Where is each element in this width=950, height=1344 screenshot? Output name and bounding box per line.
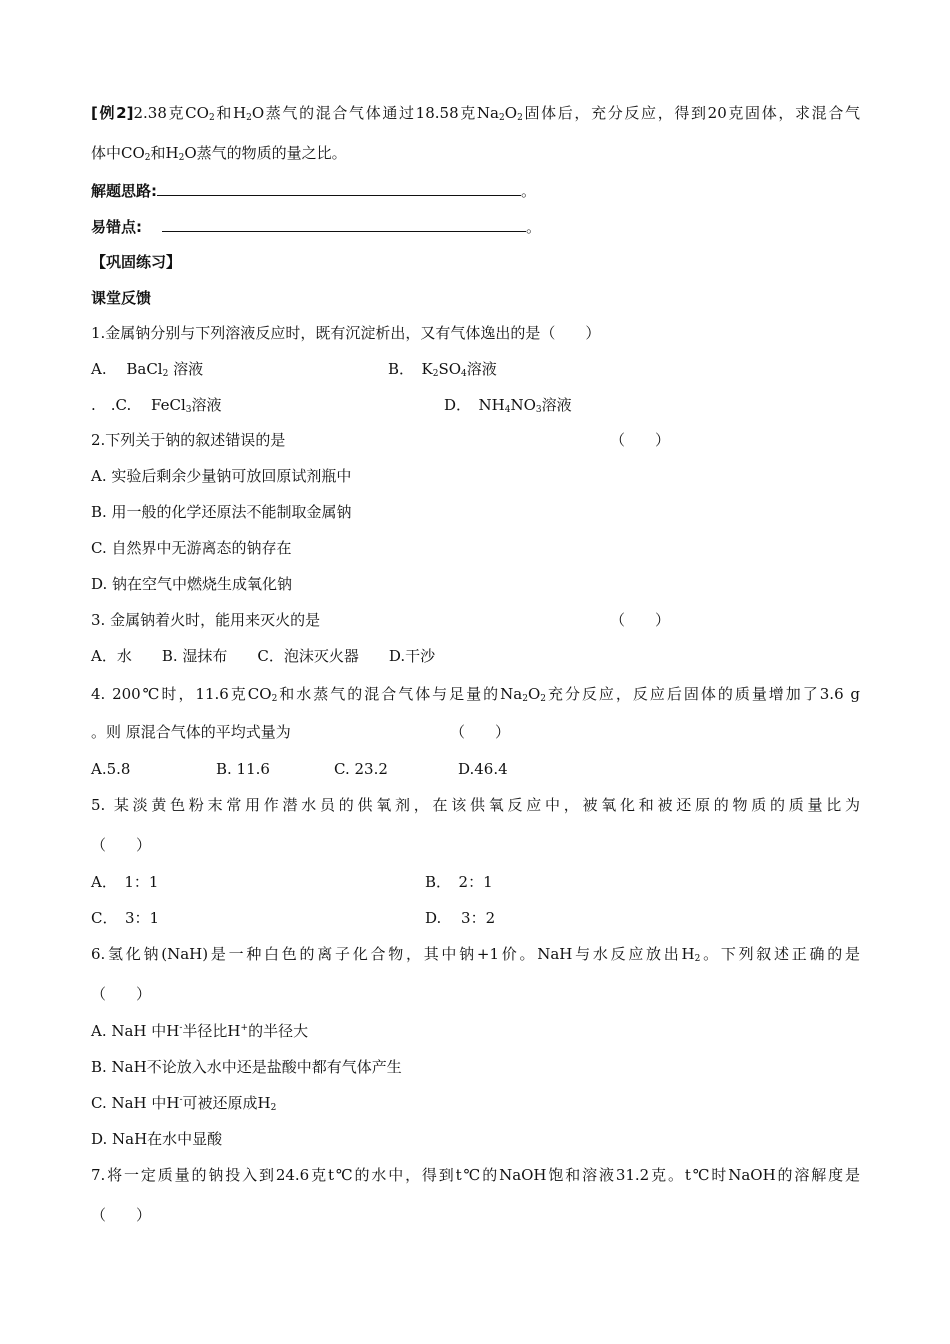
approach-blank[interactable] (157, 183, 521, 196)
q1-option-a: A. BaCl$_2$ 溶液 (91, 360, 204, 379)
approach-label: 解题思路: (91, 182, 157, 200)
approach-row: 解题思路: 。 (91, 182, 537, 200)
q2-option-d: D. 钠在空气中燃烧生成氧化钠 (91, 575, 293, 593)
q5-option-d: D. 3：2 (425, 909, 496, 927)
q2-option-c: C. 自然界中无游离态的钠存在 (91, 539, 292, 557)
q1-option-b: B． $K_2SO_4$溶液 (388, 360, 497, 379)
q6-option-c: C. NaH 中H-可被还原成$H_2$ (91, 1094, 277, 1113)
q6-option-b: B. NaH不论放入水中还是盐酸中都有气体产生 (91, 1058, 402, 1076)
q3-stem: 3. 金属钠着火时，能用来灭火的是 (91, 611, 321, 629)
section-title: 【巩固练习】 (91, 253, 182, 271)
q5-option-c: C． 3：1 (91, 909, 160, 927)
q4-option-d: D.46.4 (458, 760, 508, 778)
q6-option-a: A. NaH 中H-半径比H+的半径大 (91, 1022, 309, 1040)
q2-option-a: A. 实验后剩余少量钠可放回原试剂瓶中 (91, 467, 352, 485)
example2-line1: [例2]2.38克$CO_2$和$H_2O$蒸气的混合气体通过18.58克$Na_2O_2$固体后，充分反应，得到20克固体，求混合气 (91, 104, 860, 123)
q2-answer-paren[interactable]: （ ） (610, 431, 671, 449)
q4-option-b: B. 11.6 (216, 760, 270, 778)
q2-option-b: B. 用一般的化学还原法不能制取金属钠 (91, 503, 352, 521)
example2-line2: 体中$CO_2$和$H_2O$蒸气的物质的量之比。 (91, 144, 347, 163)
q7-stem: 7.将一定质量的钠投入到24.6克t℃的水中，得到t℃的NaOH饱和溶液31.2克。t℃时NaOH的溶解度是 (91, 1166, 860, 1184)
pitfall-row: 易错点: 。 (91, 218, 542, 236)
q4-option-a: A.5.8 (91, 760, 131, 778)
pitfall-label: 易错点: (91, 218, 142, 236)
q3-answer-paren[interactable]: （ ） (610, 611, 671, 629)
q5-stem: 5. 某淡黄色粉末常用作潜水员的供氧剂，在该供氧反应中，被氧化和被还原的物质的质量比为 (91, 796, 860, 814)
q1-stem: 1.金属钠分别与下列溶液反应时，既有沉淀析出，又有气体逸出的是（ ） (91, 324, 601, 342)
q6-answer-paren[interactable]: （ ） (91, 985, 152, 1003)
example2-tag: [例2] (91, 104, 134, 122)
q6-stem: 6.氢化钠(NaH)是一种白色的离子化合物，其中钠+1价。NaH与水反应放出$H_2$。下列叙述正确的是 (91, 945, 860, 964)
q1-option-c: . .C. FeCl$_3$溶液 (91, 396, 222, 415)
q3-options: A．水 B. 湿抹布 C．泡沫灭火器 D.干沙 (91, 647, 436, 665)
q5-option-a: A． 1：1 (91, 873, 159, 891)
q2-stem: 2.下列关于钠的叙述错误的是 (91, 431, 286, 449)
q4-line2: 。则 原混合气体的平均式量为 (91, 723, 291, 741)
q5-option-b: B． 2：1 (425, 873, 493, 891)
q5-answer-paren[interactable]: （ ） (91, 836, 152, 854)
subsection-title: 课堂反馈 (91, 289, 152, 307)
pitfall-blank[interactable] (162, 219, 526, 232)
q4-option-c: C. 23.2 (334, 760, 388, 778)
q4-answer-paren[interactable]: （ ） (450, 723, 511, 741)
q4-line1: 4. 200℃时，11.6克$CO_2$和水蒸气的混合气体与足量的$Na_2O_2$充分反应，反应后固体的质量增加了3.6 g (91, 685, 860, 704)
q1-option-d: D． $NH_4NO_3$溶液 (444, 396, 572, 415)
q7-answer-paren[interactable]: （ ） (91, 1206, 152, 1224)
q6-option-d: D. NaH在水中显酸 (91, 1130, 223, 1148)
